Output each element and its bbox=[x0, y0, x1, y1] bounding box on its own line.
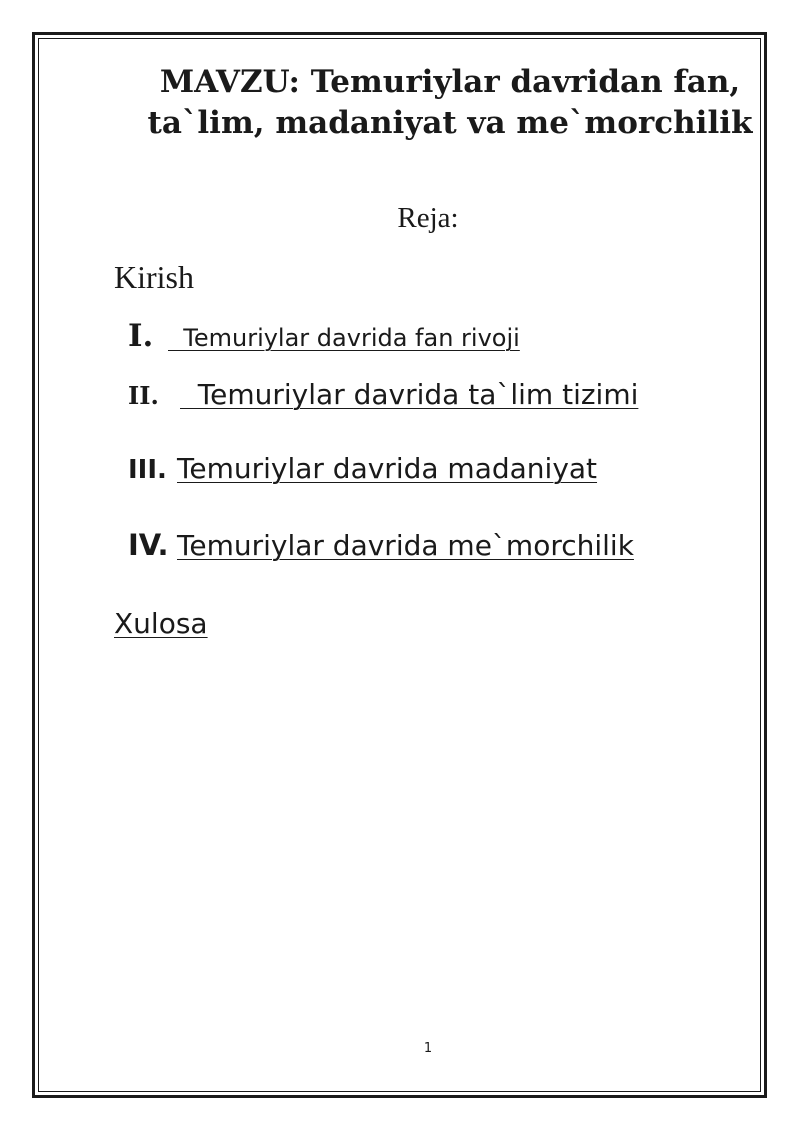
plan-item-3 bbox=[128, 452, 597, 485]
conclusion-heading: Xulosa bbox=[114, 607, 208, 640]
title-line-1: MAVZU: Temuriylar davridan fan, bbox=[159, 64, 741, 100]
plan-item-3-numeral: III. bbox=[128, 455, 167, 485]
plan-heading: Reja: bbox=[397, 202, 459, 234]
title-line-2: ta`lim, madaniyat va me`morchilik bbox=[147, 105, 753, 141]
plan-item-4-label: Temuriylar davrida me`morchilik bbox=[177, 529, 634, 562]
plan-item-2 bbox=[128, 378, 638, 411]
page-border-inner bbox=[38, 38, 761, 1092]
plan-item-3-label: Temuriylar davrida madaniyat bbox=[177, 452, 598, 485]
document-title bbox=[140, 62, 760, 144]
plan-item-2-numeral: II. bbox=[128, 381, 159, 410]
plan-item-4 bbox=[128, 528, 634, 562]
page-number: 1 bbox=[423, 1041, 433, 1056]
intro-heading: Kirish bbox=[114, 259, 194, 295]
plan-item-1-label: Temuriylar davrida fan rivoji bbox=[168, 324, 520, 352]
plan-item-2-label: Temuriylar davrida ta`lim tizimi bbox=[180, 378, 639, 411]
plan-item-1 bbox=[128, 318, 520, 354]
plan-item-4-numeral: IV. bbox=[128, 528, 169, 562]
plan-item-1-numeral: I. bbox=[128, 318, 154, 354]
